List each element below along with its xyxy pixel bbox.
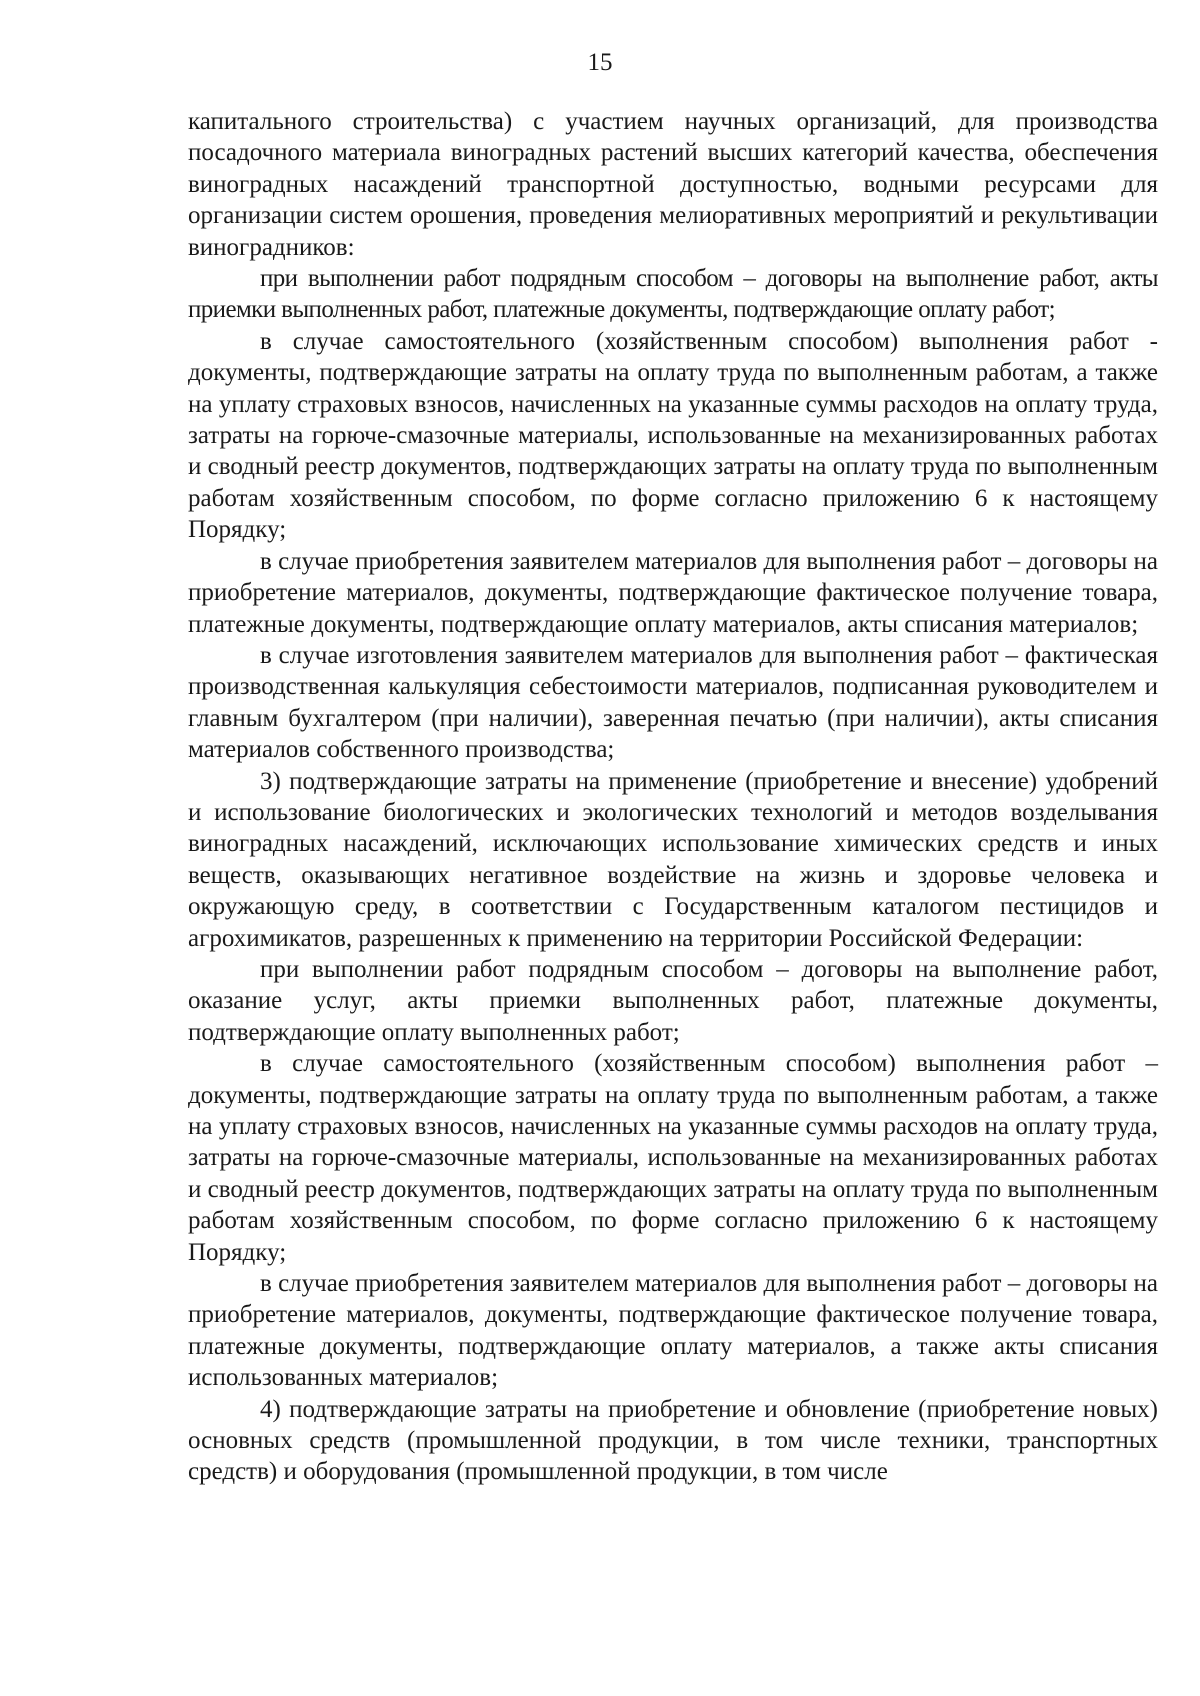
paragraph-contract-work: при выполнении работ подрядным способом – договоры на выполнение работ, акты приемки выполненных работ, платежные документы, подтверждающие оплату работ; (188, 265, 1158, 324)
paragraph-item-4: 4) подтверждающие затраты на приобретение и обновление (приобретение новых) основных средств (промышленной продукции, в том числе техники, транспортных средств) и оборудования (промышленной продукции, в том числе (188, 1395, 1158, 1486)
paragraph-materials-purchase: в случае приобретения заявителем материалов для выполнения работ – договоры на приобретение материалов, документы, подтверждающие фактическое получение товара, платежные документы, подтверждающие оплату материалов, акты списания материалов; (188, 547, 1158, 638)
paragraph-contract-services: при выполнении работ подрядным способом – договоры на выполнение работ, оказание услуг, акты приемки выполненных работ, платежные документы, подтверждающие оплату выполненных работ; (188, 955, 1158, 1046)
paragraph-materials-manufacture: в случае изготовления заявителем материалов для выполнения работ – фактическая производственная калькуляция себестоимости материалов, подписанная руководителем и главным бухгалтером (при наличии), заверенная печатью (при наличии), акты списания материалов собственного производства; (188, 641, 1158, 764)
paragraph-own-work: в случае самостоятельного (хозяйственным способом) выполнения работ - документы, подтверждающие затраты на оплату труда по выполненным работам, а также на уплату страховых взносов, начисленных на указанные суммы расходов на оплату труда, затраты на горюче-смазочные материалы, использованные на механизированных работах и сводный реестр документов, подтверждающих затраты на оплату труда по выполненным работам хозяйственным способом, по форме согласно приложению 6 к настоящему Порядку; (188, 327, 1158, 544)
paragraph-own-work-2: в случае самостоятельного (хозяйственным способом) выполнения работ – документы, подтверждающие затраты на оплату труда по выполненным работам, а также на уплату страховых взносов, начисленных на указанные суммы расходов на оплату труда, затраты на горюче-смазочные материалы, использованные на механизированных работах и сводный реестр документов, подтверждающих затраты на оплату труда по выполненным работам хозяйственным способом, по форме согласно приложению 6 к настоящему Порядку; (188, 1050, 1158, 1266)
paragraph-materials-purchase-2: в случае приобретения заявителем материалов для выполнения работ – договоры на приобретение материалов, документы, подтверждающие фактическое получение товара, платежные документы, подтверждающие оплату материалов, а также акты списания использованных материалов; (188, 1270, 1158, 1392)
paragraph-continuation: капитального строительства) с участием научных организаций, для производства посадочного материала виноградных растений высших категорий качества, обеспечения виноградных насаждений транспортной доступностью, водными ресурсами для организации систем орошения, проведения мелиоративных мероприятий и рекультивации виноградников: (188, 108, 1158, 261)
document-body (188, 106, 1158, 1488)
page-number: 15 (587, 49, 613, 76)
paragraph-item-3: 3) подтверждающие затраты на применение (приобретение и внесение) удобрений и использование биологических и экологических технологий и методов возделывания виноградных насаждений, исключающих использование химических средств и иных веществ, оказывающих негативное воздействие на жизнь и здоровье человека и окружающую среду, в соответствии с Государственным каталогом пестицидов и агрохимикатов, разрешенных к применению на территории Российской Федерации: (188, 767, 1158, 952)
